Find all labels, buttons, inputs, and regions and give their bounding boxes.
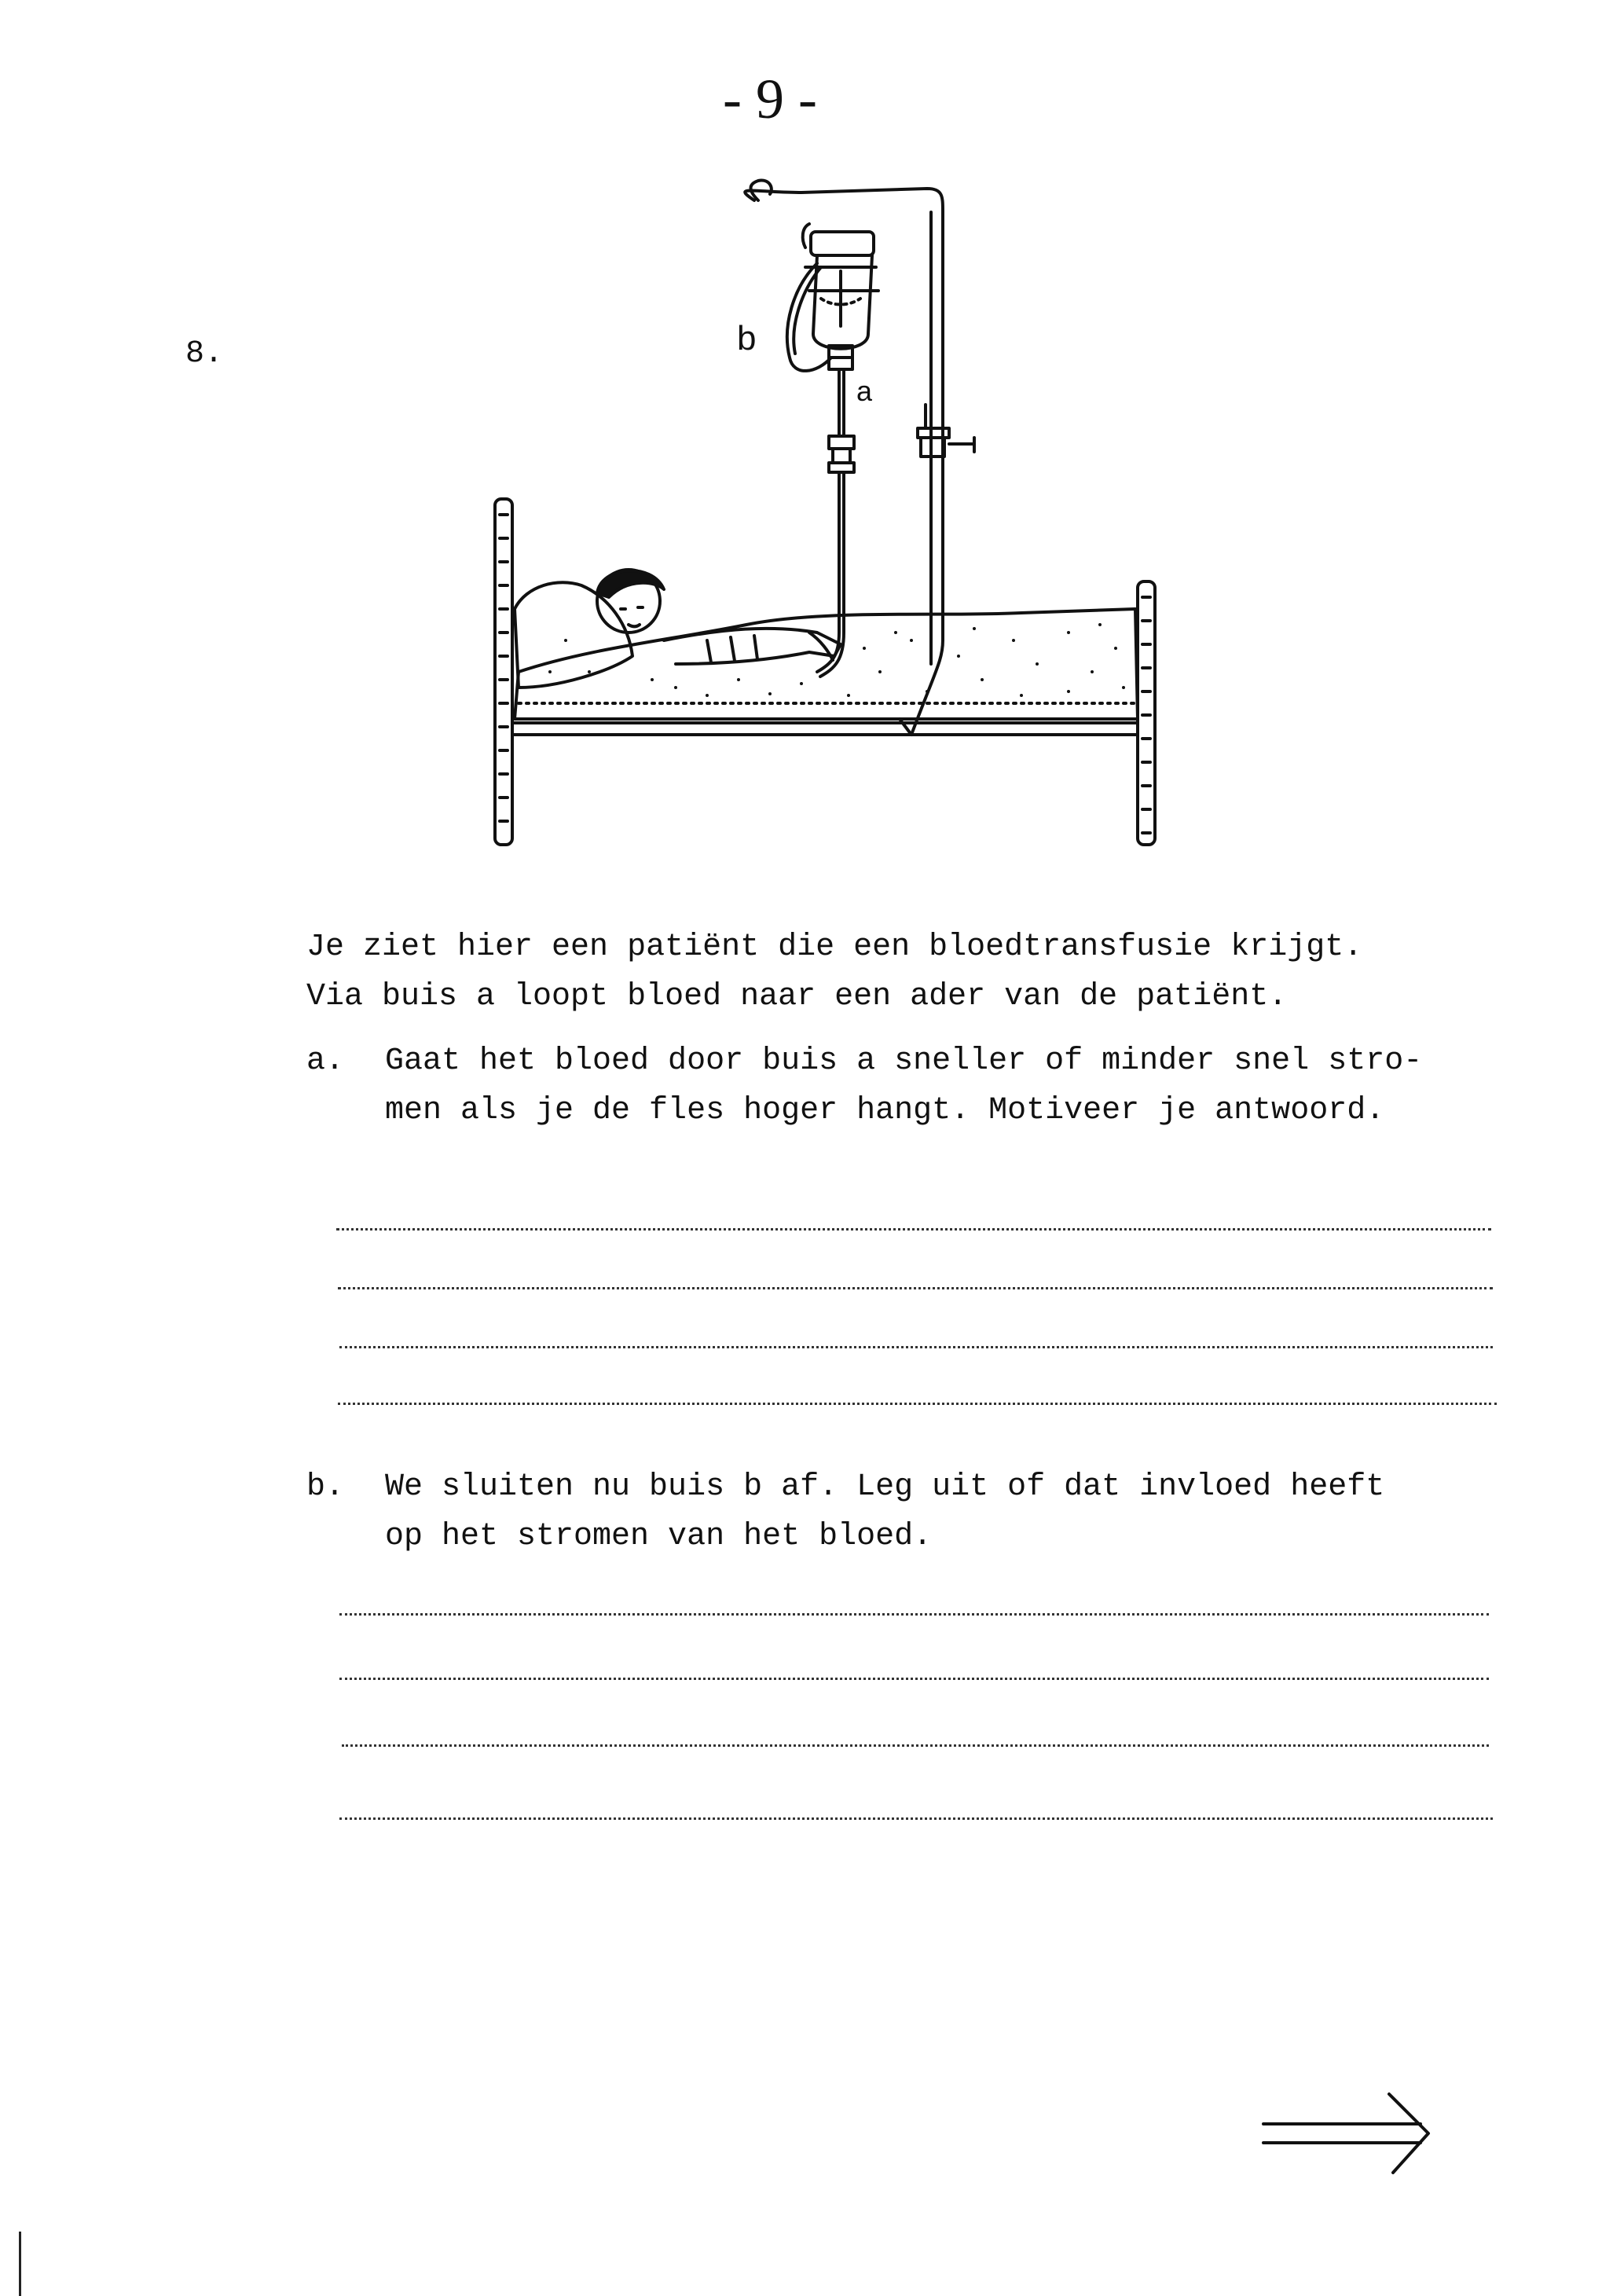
answer-line-a1[interactable] <box>336 1228 1491 1231</box>
right-arrow-icon <box>1256 2086 1436 2180</box>
transfusion-illustration <box>471 169 1179 860</box>
answer-line-a2[interactable] <box>338 1287 1493 1289</box>
answer-line-b4[interactable] <box>339 1817 1493 1820</box>
part-a-line-1: Gaat het bloed door buis a sneller of minder snel stro- <box>385 1043 1423 1079</box>
tube-b-label: b <box>737 319 757 358</box>
intro-line-1: Je ziet hier een patiënt die een bloedtransfusie krijgt. <box>306 930 1363 965</box>
part-b-line-1: We sluiten nu buis b af. Leg uit of dat invloed heeft <box>385 1469 1385 1505</box>
part-a-label: a. <box>306 1043 345 1079</box>
answer-line-b1[interactable] <box>339 1613 1489 1616</box>
page-number: - 9 - <box>723 68 817 130</box>
part-b-label: b. <box>306 1469 345 1505</box>
margin-mark <box>19 2232 21 2296</box>
tube-a-label: a <box>856 375 873 407</box>
answer-line-b3[interactable] <box>342 1744 1489 1747</box>
intro-line-2: Via buis a loopt bloed naar een ader van de patiënt. <box>306 979 1288 1014</box>
answer-line-b2[interactable] <box>339 1678 1489 1680</box>
answer-line-a3[interactable] <box>339 1346 1493 1348</box>
answer-line-a4[interactable] <box>338 1403 1497 1405</box>
part-a-line-2: men als je de fles hoger hangt. Motiveer je antwoord. <box>385 1093 1385 1128</box>
part-b-line-2: op het stromen van het bloed. <box>385 1519 933 1554</box>
question-number: 8. <box>185 336 224 372</box>
